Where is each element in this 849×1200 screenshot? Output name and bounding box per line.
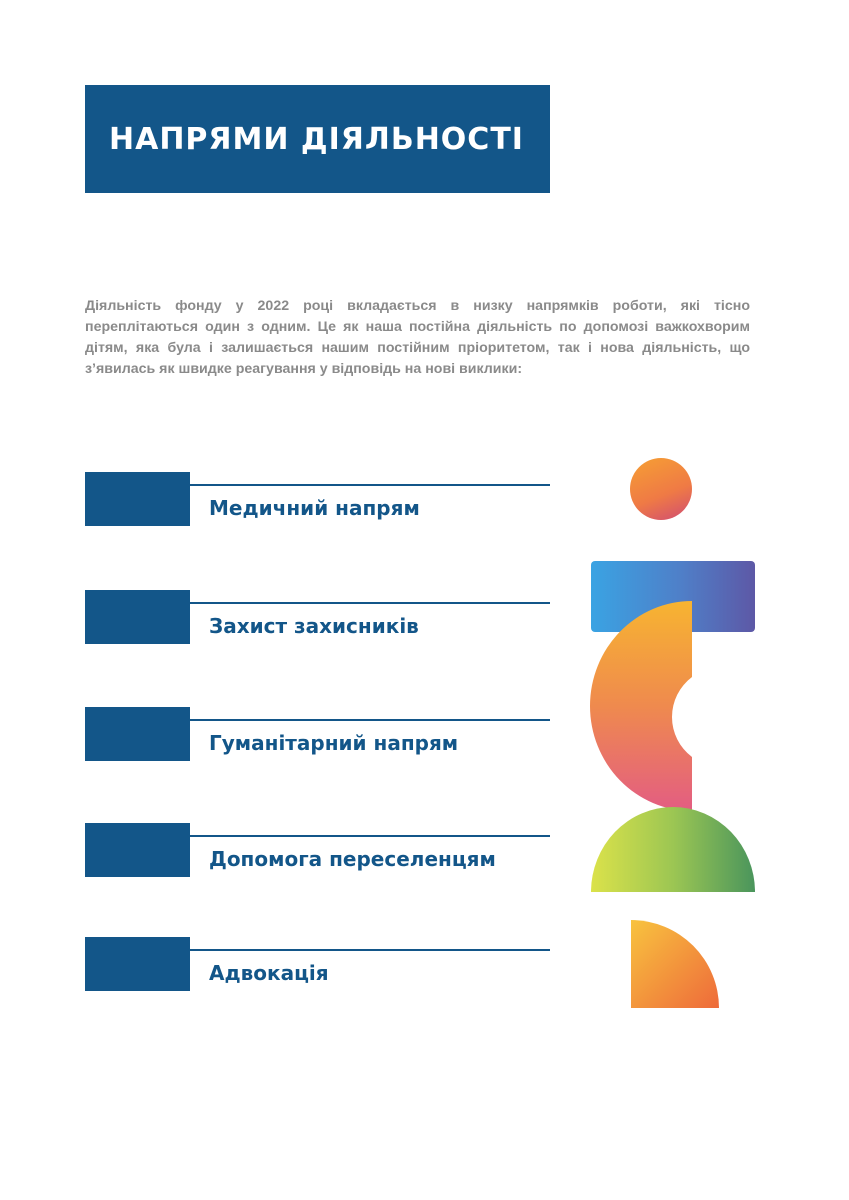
direction-label: Захист захисників — [209, 614, 419, 638]
direction-rule — [190, 949, 550, 951]
direction-label: Адвокація — [209, 961, 329, 985]
direction-rule — [190, 835, 550, 837]
direction-rule — [190, 484, 550, 486]
orange-circle-shape — [630, 458, 692, 520]
direction-marker — [85, 590, 190, 644]
direction-label: Гуманітарний напрям — [209, 731, 459, 755]
gradient-arc-shape — [590, 601, 692, 811]
direction-marker — [85, 707, 190, 761]
direction-marker — [85, 472, 190, 526]
direction-item-displaced — [85, 823, 550, 877]
direction-marker — [85, 823, 190, 877]
green-dome-shape — [591, 807, 755, 892]
page-title: НАПРЯМИ ДІЯЛЬНОСТІ — [109, 121, 524, 157]
direction-marker — [85, 937, 190, 991]
intro-paragraph: Діяльність фонду у 2022 році вкладається в низку напрямків роботи, які тісно переплітаються один з одним. Це як наша постійна діяльність по допомозі важкохворим дітям, яка була і залишається нашим постійним пріоритетом, так і нова діяльність, що з’явилась як швидке реагування у відповідь на нові виклики: — [85, 298, 750, 377]
direction-rule — [190, 602, 550, 604]
direction-item-humanitarian — [85, 707, 550, 761]
direction-label: Допомога переселенцям — [209, 847, 496, 871]
direction-item-medical — [85, 472, 550, 526]
direction-item-advocacy — [85, 937, 550, 991]
direction-label: Медичний напрям — [209, 496, 420, 520]
direction-item-defenders — [85, 590, 550, 644]
title-banner — [85, 85, 550, 193]
decorative-shapes-illustration — [588, 455, 760, 1015]
quarter-circle-shape — [631, 920, 719, 1008]
direction-rule — [190, 719, 550, 721]
